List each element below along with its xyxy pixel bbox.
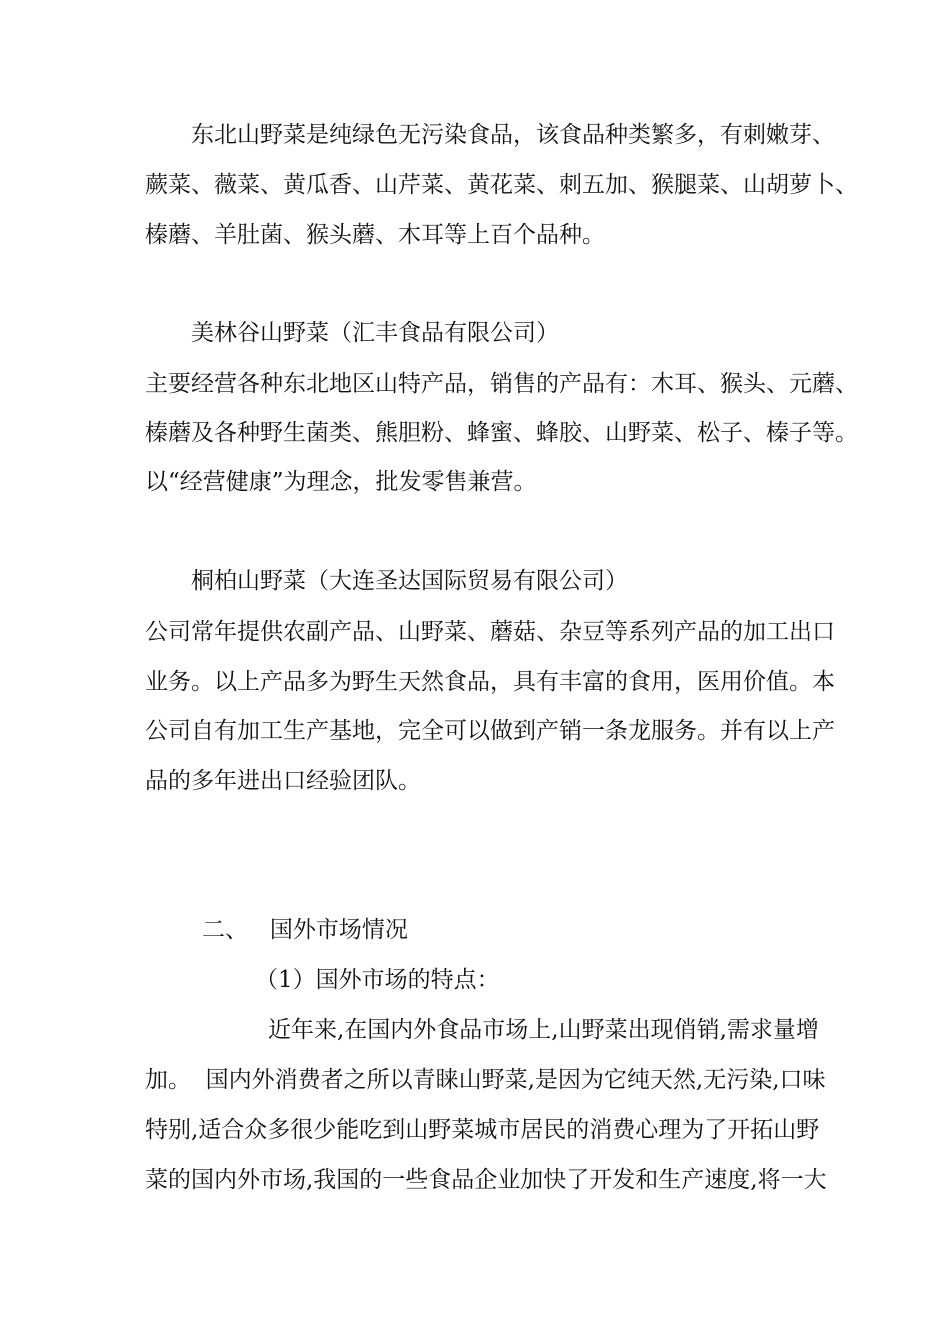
paragraph-line: 品的多年进出口经验团队。 — [145, 768, 421, 794]
paragraph-line: 加。 国内外消费者之所以青睐山野菜,是因为它纯天然,无污染,口味 — [145, 1067, 826, 1093]
company-title: 美林谷山野菜（汇丰食品有限公司） — [191, 320, 559, 346]
paragraph-line: 以“经营健康”为理念，批发零售兼营。 — [145, 469, 537, 495]
paragraph-line: 业务。以上产品多为野生天然食品，具有丰富的食用，医用价值。本 — [145, 669, 835, 695]
paragraph-line: 公司自有加工生产基地，完全可以做到产销一条龙服务。并有以上产 — [145, 718, 835, 744]
paragraph-line: 榛蘑、羊肚菌、猴头蘑、木耳等上百个品种。 — [145, 222, 605, 248]
company-title: 桐柏山野菜（大连圣达国际贸易有限公司） — [191, 568, 628, 594]
section-subheading: （1）国外市场的特点： — [255, 967, 500, 993]
paragraph-line: 蕨菜、薇菜、黄瓜香、山芹菜、黄花菜、刺五加、猴腿菜、山胡萝卜、 — [145, 172, 858, 198]
paragraph-line: 东北山野菜是纯绿色无污染食品，该食品种类繁多，有刺嫩芽、 — [191, 122, 835, 148]
paragraph-line: 主要经营各种东北地区山特产品，销售的产品有：木耳、猴头、元蘑、 — [145, 371, 858, 397]
paragraph-line: 近年来,在国内外食品市场上,山野菜出现俏销,需求量增 — [268, 1017, 819, 1043]
paragraph-line: 榛蘑及各种野生菌类、熊胆粉、蜂蜜、蜂胶、山野菜、松子、榛子等。 — [145, 420, 858, 446]
section-heading: 二、 国外市场情况 — [202, 917, 408, 943]
paragraph-line: 公司常年提供农副产品、山野菜、蘑菇、杂豆等系列产品的加工出口 — [145, 619, 835, 645]
paragraph-line: 特别,适合众多很少能吃到山野菜城市居民的消费心理为了开拓山野 — [145, 1117, 820, 1143]
paragraph-line: 菜的国内外市场,我国的一些食品企业加快了开发和生产速度,将一大 — [145, 1167, 827, 1193]
